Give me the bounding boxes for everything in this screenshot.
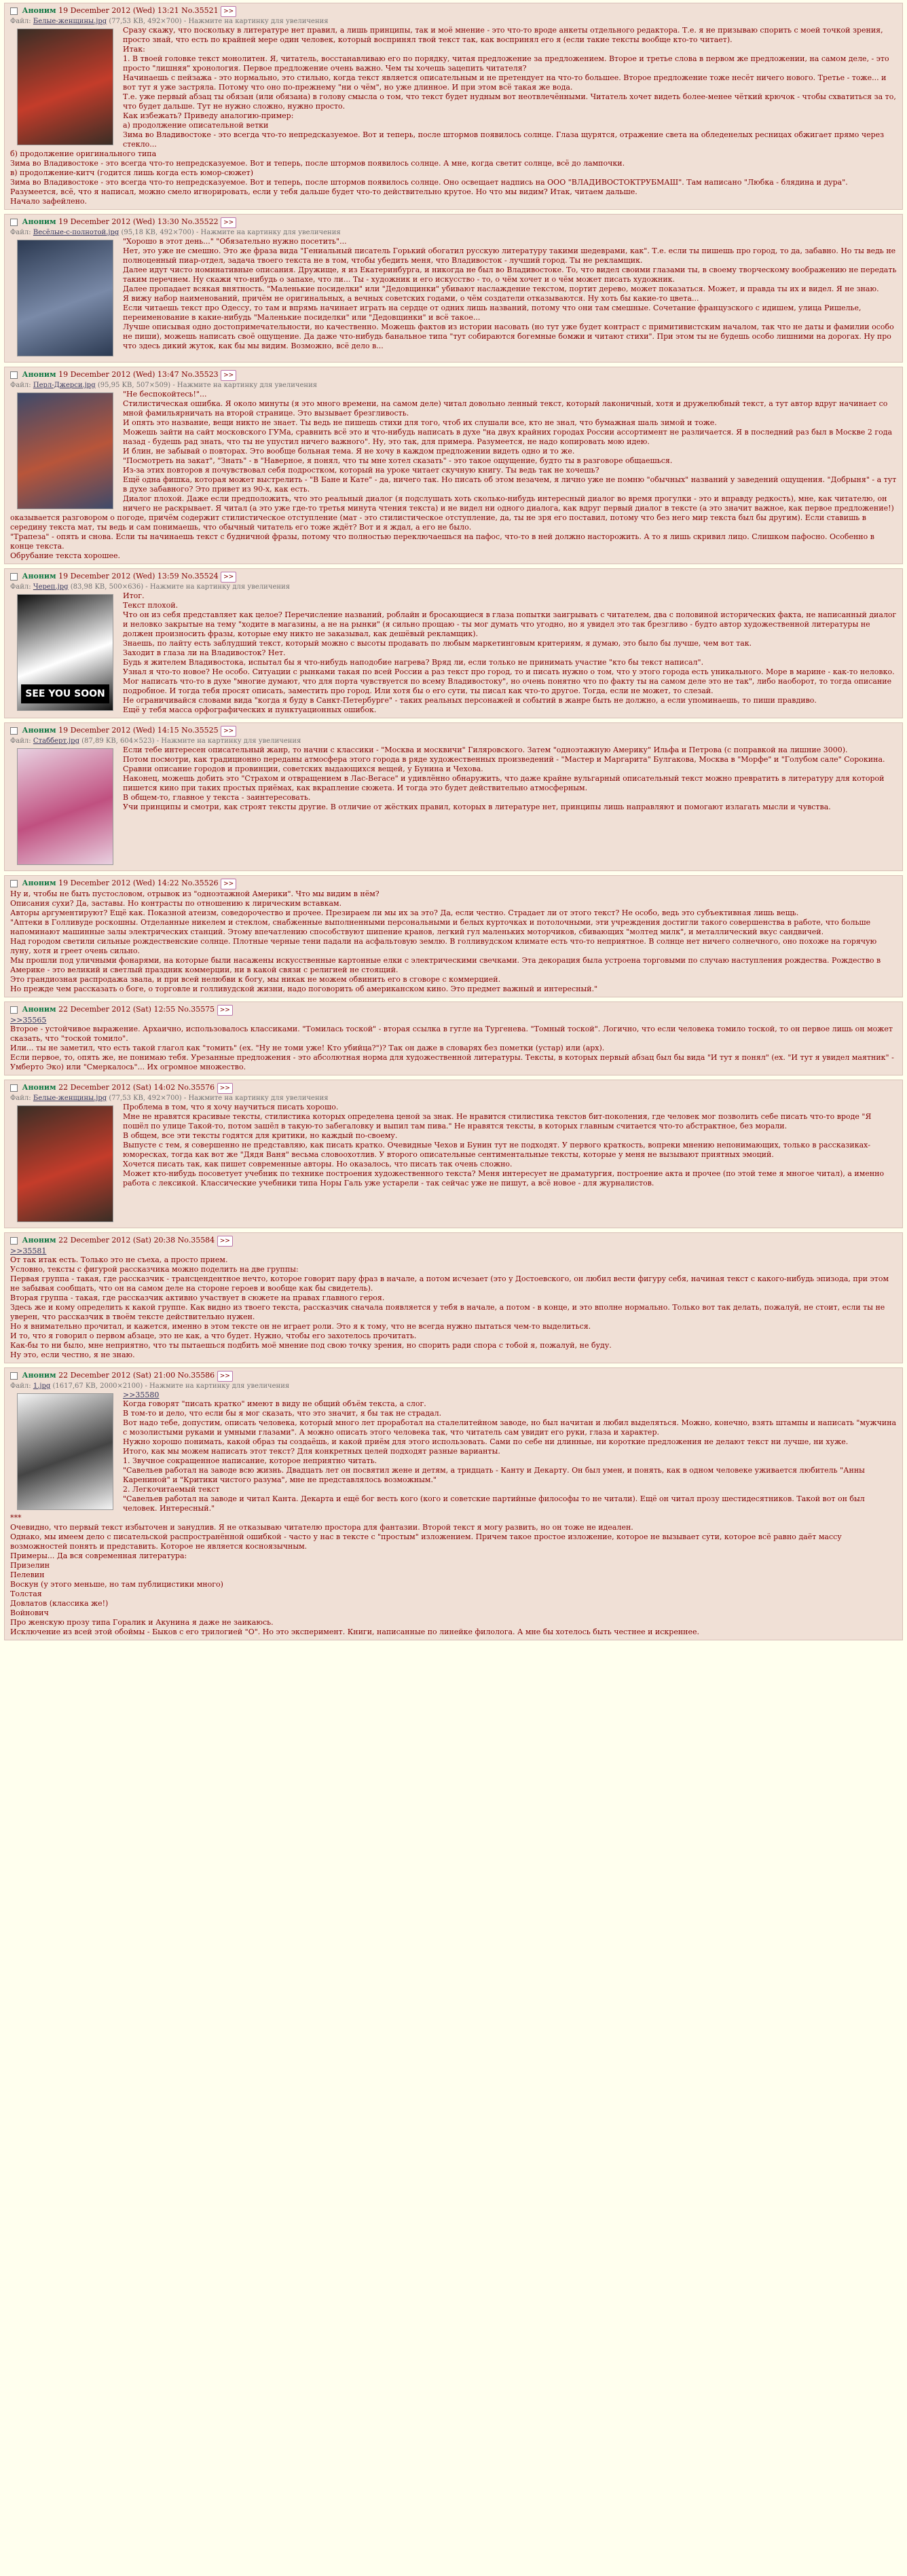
post-body: Если тебе интересен описательный жанр, то начни с классики - "Москва и москвичи" Гиляровского. Затем "одноэтажную Америку" Ильфа и Петрова (с поправкой на лишние 3000). Потом посмотри, как традиционно переданы атмосфера этого города в ряде художественных произведений - "Мастер и Маргарита" Булгакова, Москва в "Морфе" и "Голубом сале" Сорокина. Сравни описание городов и провинции, советских выдающихся вещей, у Бунина и Чехова. Наконец, можешь добить это "Страхом и отвращением в Лас-Вегасе" и удивлённо обнаружить, что даже крайне вульгарный описательный текст можно превратить в литературу для которой пишется кино при таких простых приёмах, как вкрапление сюжета. И тогда это будет действительно атмосферным. В общем-то, главное у текста - заинтересовать. Учи принципы и смотри, как строят тексты другие. В отличие от жёстких правил, которых в литературе нет, принципы лишь направляют и помогают излагать мысли и чувства. [123,746,885,811]
post-body: "Хорошо в этот день..." "Обязательно нужно посетить"... Нет, это уже не смешно. Это же фраза вида "Гениальный писатель Горький обогатил русскую литературу такими шедеврами, как". Т.е. если ты пишешь про город, то да, забавно. Но ты ведь не полноценный пиар-отдел, задача твоего текста не в том, чтобы убедить меня, что Владивосток - лучший город. Ты не рекламщик. Далее идут чисто номинативные описания. Дружище, я из Екатеринбурга, и никогда не был во Владивостоке. То, что видел своими глазами ты, в своему творческому воображению не передать таким перечнем. Ну скажи что-нибудь о запахе, что ли... Ты - художник и его искусство - то, о чём хочет и о чём может писать художник. Далее пропадает всякая внятность. "Маленькие посиделки" или "Дедовщинки" убивают наслаждение текстом, портит дерево, может показаться. Может, и правда ты их и видел. Я не знаю. Я вижу набор наименований, причём не оригинальных, а вечных советских годами, о чём создатели отказываются. Ну хоть бы какие-то цвета... Если читаешь текст про Одессу, то там и впрямь начинает играть на сердце от одних лишь названий, потому что они там смешные. Сочетание французского с идишем, улица Ришелье, переименование в какие-нибудь "Маленькие посиделки" или "Дедовщинки" и всё такое... Лучше описывая одно достопримечательности, но качественно. Можешь фактов из истории насовать (но тут уже будет контраст с примитивистским началом, так что не даты и фамилии особо не пиши), можешь написать своё ощущение. Да даже что-нибудь банальное типа "тут собираются богемные бомжи и читают стихи". При этом ты не будешь особо лишними на дорогах. Ну про что здесь дикий жуток, как бы мы видим. Возможно, всё дело в... [123,237,897,350]
file-info: Файл: Весёлые-с-полнотой.jpg (95,18 KB, 492×700) - Нажмите на картинку для увеличения [10,229,341,236]
poster-name: Аноним [22,217,56,226]
file-info: Файл: Стабберт.jpg (87,89 KB, 604×523) - Нажмите на картинку для увеличения [10,737,301,745]
post-thumbnail[interactable] [17,392,113,509]
post [4,1001,903,1075]
poster-name: Аноним [22,726,56,735]
post-body: От так итак есть. Только это не съеха, а просто прием. Условно, тексты с фигурой рассказчика можно поделить на две группы: Первая группа - такая, где рассказчик - трансцендентное нечто, которое говорит пару фраз в начале, а потом исчезает (это у Достоевского, он любил вести фигуру себя, начиная текст с какого-нибудь эпизода, при этом не забывая сообщать, что он на самом деле на стороне героев и вообще как бы свидетель). Вторая группа - такая, где рассказчик активно участвует в сюжете на правах главного героя. Здесь же и кому определить к какой группе. Как видно из твоего текста, рассказчик сначала появляется у тебя в начале, а потом - в конце, и это вполне нормально. Только вот так делать, пожалуй, не стоит, если ты не уверен, что рассказчик в твоём тексте действительно нужен. Но я внимательно прочитал, и кажется, именно в этом тексте он не играет роли. Это я к тому, что не всегда нужно пытаться чем-то выделиться. И то, что я говорил о первом абзаце, это не как, а что будет. Нужно, чтобы его захотелось прочитать. Как-бы то ни было, мне неприятно, что ты пытаешься подбить моё мнение под свою точку зрения, но спорить ради спора с тобой я, пожалуй, не буду. Ну это, если честно, я не знаю. [10,1255,889,1359]
post-header [10,1083,897,1094]
post-body: Сразу скажу, что поскольку в литературе нет правил, а лишь принципы, так и моё мнение - это что-то вроде анкеты отдельного редактора. Т.е. я не призываю спорить с моей точкой зрения, просто знай, что есть по крайней мере один человек, который воспринял твой текст так, как воспринял его я (если такие тексты вообще кто-то читает). Итак: 1. В твоей головке текст монолитен. Я, читатель, восстанавливаю его по порядку, читая предложение за предложением. Второе и третье слова в первом же предложении, на самом деле, - это просто "лишняя" хронология. Первое предложение очень важно. Чем ты хочешь зацепить читателя? Начинаешь с пейзажа - это нормально, это стильно, когда текст является описательным и не претендует на что-то большее. Второе предложение тоже несёт ничего нового. Третье - тоже... и вот тут я уже застряла. Потому что оно по-прежнему "ни о чём", но уже длинное. И при этом всё такая же вода. Т.е. уже первый абзац ты обязан (или обязана) в голову смысла о том, что текст будет нудным вот неотвлечёнными. Читатель хочет видеть более-менее чёткий крючок - чтобы схватиться за то, что будет дальше. Тут не нужно сложно, нужно просто. Как избежать? Приведу аналогию-пример: а) продолжение описательной ветки Зима во Владивостоке - это всегда что-то непредсказуемое. Вот и теперь, после штормов появилось солнце. Глаза щурятся, отражение света на обледенелых ресницах обжигает прямо через стекло... б) продолжение оригинального типа Зима во Владивостоке - это всегда что-то непредсказуемое. Вот и теперь, после штормов появилось солнце. А мне, когда светит солнце, всё до лампочки. в) продолжение-китч (годится лишь когда есть юмор-сюжет) Зима во Владивостоке - это всегда что-то непредсказуемое. Вот и теперь, после штормов появилось солнце. Оно освещает надпись на ООО "ВЛАДИВОСТОКТРУБМАШ". Там написано "Любка - блядина и дура". Разумеется, всё, что я написал, можно смело игнорировать, если у тебя дальше будет что-то действительно крутое. Но что мы видим? Итак, читаем дальше. Начало зафейлено. [10,26,896,206]
post-header [10,572,897,583]
file-meta: (83,98 KB, 500×636) [70,583,144,591]
post-number-link[interactable]: No.35521 [181,6,219,15]
reply-button[interactable]: >> [221,572,236,583]
post-number-link[interactable]: No.35584 [177,1236,215,1245]
post-header [10,1371,897,1382]
reply-button[interactable]: >> [217,1236,233,1247]
file-info: Файл: Белые-женщины.jpg (77,53 KB, 492×700) - Нажмите на картинку для увеличения [10,1094,329,1102]
post-number-link[interactable]: No.35526 [181,879,219,887]
file-info: Файл: 1.jpg (1617,67 KB, 2000×2100) - Нажмите на картинку для увеличения [10,1382,290,1390]
post-checkbox[interactable] [10,573,18,581]
post-header [10,6,897,17]
post-date: 22 December 2012 (Sat) 20:38 [58,1236,176,1245]
file-meta: (1617,67 KB, 2000×2100) [52,1382,143,1390]
post-number-link[interactable]: No.35576 [177,1083,215,1092]
post-header [10,726,897,737]
post-thumbnail[interactable] [17,594,113,711]
post-date: 19 December 2012 (Wed) 13:47 [58,370,179,379]
post-number-link[interactable]: No.35575 [177,1005,215,1014]
post-number-link[interactable]: No.35586 [177,1371,215,1380]
post-checkbox[interactable] [10,371,18,379]
post-header [10,1005,897,1016]
poster-name: Аноним [22,572,56,581]
post-checkbox[interactable] [10,1372,18,1380]
poster-name: Аноним [22,1236,56,1245]
post-header [10,879,897,889]
post-thumbnail[interactable] [17,1393,113,1510]
poster-name: Аноним [22,370,56,379]
reply-reference-link[interactable]: >>35565 [10,1016,47,1025]
post-date: 22 December 2012 (Sat) 12:55 [58,1005,176,1014]
post [4,3,903,210]
post [4,367,903,564]
post-date: 22 December 2012 (Sat) 14:02 [58,1083,176,1092]
file-link[interactable]: Стабберт.jpg [33,737,79,745]
reply-reference-link[interactable]: >>35581 [10,1247,47,1255]
post [4,1367,903,1640]
reply-button[interactable]: >> [217,1005,233,1016]
expand-hint: - Нажмите на картинку для увеличения [172,382,318,389]
expand-hint: - Нажмите на картинку для увеличения [196,229,341,236]
post-checkbox[interactable] [10,1237,18,1245]
file-meta: (95,95 KB, 507×509) [97,382,171,389]
post-date: 19 December 2012 (Wed) 13:59 [58,572,179,581]
poster-name: Аноним [22,1371,56,1380]
file-link[interactable]: Весёлые-с-полнотой.jpg [33,229,119,236]
post-checkbox[interactable] [10,727,18,735]
file-link[interactable]: Перл-Джерси.jpg [33,382,96,389]
reply-button[interactable]: >> [221,726,236,737]
file-meta: (95,18 KB, 492×700) [121,229,194,236]
expand-hint: - Нажмите на картинку для увеличения [145,1382,290,1390]
post [4,1232,903,1363]
post-thumbnail[interactable] [17,240,113,356]
post-date: 19 December 2012 (Wed) 14:22 [58,879,179,887]
post-checkbox[interactable] [10,1084,18,1092]
expand-hint: - Нажмите на картинку для увеличения [183,1094,329,1102]
poster-name: Аноним [22,6,56,15]
post [4,1080,903,1228]
post-body: "Не беспокойтесь!"... Стилистическая ошибка. Я около минуты (я это много времени, на самом деле) читал довольно ленный текст, который лаконичный, хотя и дружелюбный текст, а тут автор вдруг начинает со мной фамильярничать на второй странице. Это вызывает брезгливость. И опять это название, вещи никто не знает. Ты ведь не пишешь стихи для того, чтоб их слушали все, кто не знал, что бумажная шаль зимой и тоже. Можешь зайти на сайт московского ГУМа, сравнить всё это и что-нибудь написать в духе "на двух крайних городах России ассортимент не различается. Я в последний раз был в Москве 2 года назад - будешь рад знать, что ты не упустил ничего важного". Ну, это так, для примера. Разумеется, не надо копировать мою идею. И блин, не забывай о повторах. Это вообще больная тема. Я не хочу в каждом предложении видеть одно и то же. "Посмотреть на закат", "Знать" - в "Наверное, я понял, что ты мне хотел сказать" - это такое ощущение, будто ты в разговоре общаешься. Из-за этих повторов я почувствовал себя подростком, который на уроке читает скучную книгу. Ты ведь так не хочешь? Ещё одна фишка, которая может выстрелить - "В Бане и Кате" - да, ничего так. Но писать об этом незачем, я лично уже не помню "обычных" названий у заведений ощущения. "Добрыня" - а тут в духе забавного? Это привет из 90-х, как есть. Диалог плохой. Даже если предположить, что это реальный диалог (я подслушать хоть сколько-нибудь интересный диалог во время прогулки - это и вправду редкость), мне, как читателю, он ничего не раскрывает. Я читал (а это уже где-то третья минута чтения текста) и не видел ни одного диалога, как вдруг первый диалог в тексте (а это значит важное, как первое предложение!) оказывается разговором о погоде, причём содержит стилистическое отступление (мат - это стилистическое отступление, да, ты не зря его поставил, потому что без него мир текста был бы другим). Если ставишь в середину текста мат, ты ведь и сам понимаешь, что обычный читатель его тоже ждёт? Вот и я ждал, а его не было. "Трапеза" - опять и снова. Если ты начинаешь текст с будничной фразы, потому что полностью переключаешься на пафос, что-то в ней должно насторожить. А то я лишь скривил лицо. Слишком пафосно. Особенно в конце текста. Обрубание текста хорошее. [10,390,897,560]
poster-name: Аноним [22,1005,56,1014]
reply-button[interactable]: >> [217,1371,233,1382]
post-body: Второе - устойчивое выражение. Архаично, использовалось классиками. "Томилась тоской" - вторая ссылка в гугле на Тургенева. "Томный тоской". Логично, что если человека томило тоской, то он первое лишь он может сказать, что "тоской томило". Или... ты не заметил, что есть такой глагол как "томить" (ex. "Ну не томи уже! Кто убийца?")? Так он даже в словарях без пометки (устар) или (арх). Если первое, то, опять же, не понимаю тебя. Урезанные предложения - это абсолютная норма для художественной литературы. Тексты, в которых первый абзац был бы вида "И тут я понял" (ex. "И тут я увидел маятник" - Умберто Эко) или "Смеркалось"... Их огромное множество. [10,1025,894,1071]
post-body: Итог. Текст плохой. Что он из себя представляет как целое? Перечисление названий, роблайн и бросающиеся в глаза попытки заигрывать с читателем, два с половиной исторических факта, не написанный диалог и неловко закрытые на тему "ходите в магазины, а не на рынки" (я сильно прощаю - ты мог думать что угодно, но я увидел это так брезгливо - будто автор художественной литературы не должен произносить фразы, которые ему никто не заказывал, как дешёвый рекламщик). Знаешь, по лайту есть заблудший текст, который можно с высоты продавать по любым маркетинговым критериям, я думаю, это было бы лучше, чем вот так. Заходит в глаза ли на Владивосток? Нет. Будь я жителем Владивостока, испытал бы я что-нибудь наподобие нагрева? Вряд ли, если только не принимать участие "кто бы текст написал". Узнал я что-то новое? Не особо. Ситуации с рынками такая по всей России а раз текст про город, то и писать нужно о том, что у этого города есть уникального. Море в марине - как-то неловко. Мог написать что-то в духе "многие думают, что для порта чувствуется по всему Владивостоку", но очень понятно что по факту ты на самом деле это не так", либо наоборот, то тогда описание подробное. И тогда тебя просят описать, заместить про город. Или хотя бы о его сути, ты писал как что-то другое. Тогда, если не может, то слезай. Не ограничивайся словами вида "когда я буду в Санкт-Петербурге" - таких реальных персонажей и событий в жанре быть не должно, а если упоминаешь, то пиши правдиво. Ещё у тебя масса орфографических и пунктуационных ошибок. [123,591,897,714]
post-header [10,1236,897,1247]
post [4,568,903,718]
post-date: 19 December 2012 (Wed) 13:30 [58,217,179,226]
file-meta: (77,53 KB, 492×700) [109,1094,182,1102]
post-date: 19 December 2012 (Wed) 13:21 [58,6,179,15]
post-number-link[interactable]: No.35523 [181,370,219,379]
post-date: 22 December 2012 (Sat) 21:00 [58,1371,176,1380]
post-checkbox[interactable] [10,880,18,887]
file-link[interactable]: 1.jpg [33,1382,51,1390]
expand-hint: - Нажмите на картинку для увеличения [183,18,329,25]
post-date: 19 December 2012 (Wed) 14:15 [58,726,179,735]
reply-reference-link[interactable]: >>35580 [123,1391,160,1399]
file-link[interactable]: Череп.jpg [33,583,69,591]
post-thumbnail[interactable] [17,748,113,865]
reply-button[interactable]: >> [221,6,236,17]
post [4,875,903,997]
poster-name: Аноним [22,879,56,887]
expand-hint: - Нажмите на картинку для увеличения [156,737,301,745]
file-link[interactable]: Белые-женщины.jpg [33,1094,107,1102]
file-link[interactable]: Белые-женщины.jpg [33,18,107,25]
reply-button[interactable]: >> [221,879,236,889]
thumbnail-caption: SEE YOU SOON [21,684,109,703]
poster-name: Аноним [22,1083,56,1092]
post-number-link[interactable]: No.35525 [181,726,219,735]
reply-button[interactable]: >> [217,1083,233,1094]
post-checkbox[interactable] [10,219,18,226]
file-info: Файл: Череп.jpg (83,98 KB, 500×636) - Нажмите на картинку для увеличения [10,583,291,591]
post-header [10,217,897,228]
post-body: Проблема в том, что я хочу научиться писать хорошо. Мне не нравятся красивые тексты, стилистика которых определена ценой за знак. Не нравится стилистика текстов бит-поколения, где человек мог позволить себе писать что-то вроде "Я пошёл по улице Такой-то, потом зашёл в такую-то забегаловку и выпил там пива." Не нравятся тексты, в которых главным считается что-то абстрактное, без морали. В общем, все эти тексты годятся для критики, но каждый по-своему. Выпусте с тем, я совершенно не представляю, как писать кратко. Очевидные Чехов и Бунин тут не подходят. У первого краткость, вопреки мнению непонимающих, только в рассказиках-юморесках, тогда как вот же "Дядя Ваня" весьма словоохотлив. У второго описательные сентиментальные тексты, которые у меня не вызывают приятных эмоций. Хочется писать так, как пишет современные авторы. Но оказалось, что писать так очень сложно. Может кто-нибудь посоветует учебник по технике построения художественного текста? Меня интересует не драматургия, построение акта и прочее (по этой теме я многое читал), а именно работа с лексикой. Классические учебники типа Норы Галь уже устарели - так сейчас уже не пишут, а всё новое - для журналистов. [123,1103,885,1188]
post-checkbox[interactable] [10,7,18,15]
post-thumbnail[interactable] [17,29,113,145]
post-checkbox[interactable] [10,1006,18,1014]
reply-button[interactable]: >> [221,370,236,381]
post-number-link[interactable]: No.35522 [181,217,219,226]
post-number-link[interactable]: No.35524 [181,572,219,581]
post [4,214,903,363]
file-info: Файл: Перл-Джерси.jpg (95,95 KB, 507×509) - Нажмите на картинку для увеличения [10,382,318,389]
file-meta: (77,53 KB, 492×700) [109,18,182,25]
post-header [10,370,897,381]
post-body: Ну и, чтобы не быть пустословом, отрывок из "одноэтажной Америки". Что мы видим в нём? Описания сухи? Да, заставы. Но контрасты по отношению к лирическим вставкам. Авторы аргументируют? Ещё как. Показной атеизм, соведорочество и прочее. Презираем ли мы их за это? Да, если честно. Страдает ли от этого текст? Не особо, ведь это субъективная лишь вещь. "Аптеки в Голливуде роскошны. Отделанные никелем и стеклом, снабженные выполненными персональными и белых курточках и потолочными, эти учреждения достигли такого совершенства в работе, что больше напоминают машинные залы электрических станций. Этому впечатлению способствуют шипение кранов, легкий гул маленьких моторчиков, сбивающих "молтед милк", и металлический вкус сандвичей. Над городом светили сильные рождественские солнце. Плотные черные тени падали на асфальтовую землю. В голливудском климате есть что-то неприятное. В солнце нет ничего солнечного, оно похоже на горячую луну, хотя и греет очень сильно. Мы прошли под уличными фонарями, на которые были насажены искусственные картонные елки с электрическими свечками. Эта декорация была устроена торговыми по случаю наступления рождества. Рождество в Америке - это великий и светлый праздник коммерции, ни в какой связи с религией не стоящий. Это грандиозная распродажа звала, и при всей нелюбви к богу, мы никак не можем обвинить его в сговоре с коммерцией. Но прежде чем рассказать о боге, о торговле и голливудской жизни, надо поговорить об американском кино. Это предмет важный и интересный." [10,889,881,993]
post [4,722,903,871]
file-info: Файл: Белые-женщины.jpg (77,53 KB, 492×700) - Нажмите на картинку для увеличения [10,18,329,25]
post-thumbnail[interactable] [17,1105,113,1222]
file-meta: (87,89 KB, 604×523) [81,737,155,745]
post-body: Когда говорят "писать кратко" имеют в виду не общий объём текста, а слог. В том-то и дело, что если бы я мог сказать, что это значит, я бы так не страдал. Вот надо тебе, допустим, описать человека, который много лет проработал на сталелитейном заводе, но был начитан и любил выделяться. Можно, конечно, взять штампы и написать "мужчина с мозолистыми руками и умными глазами". А можно описать этого человека так, что читатель сам увидит его руки, глаза и характер. Нужно хорошо понимать, какой образ ты создаёшь, и какой приём для этого использовать. Сами по себе ни длинные, ни короткие предложения не делают текст ни лучше, ни хуже. Итого, как мы можем написать этот текст? Для конкретных целей подходят разные варианты. 1. Звучное сокращенное написание, которое неприятно читать. "Савельев работал на заводе всю жизнь. Двадцать лет он посвятил жене и детям, а тридцать - Канту и Декарту. Он был умен, и понять, как в одном человеке уживается любитель "Анны Карениной" и "Критики чистого разума", мне не представлялось возможным." 2. Легкочитаемый текст "Савельев работал на заводе и читал Канта. Декарта и ещё бог весть кого (кого и советские партийные философы то не читали). Ещё он читал прозу шестидесятников. Такой вот он был человек. Интересный." *** Очевидно, что первый текст избыточен и занудлив. Я не отказываю читателю простора для фантазии. Второй текст я могу развить, но он тоже не идеален. Однако, мы имеем дело с писательской распространённой ошибкой - часто у нас в тексте с "простым" изложением. Причем такое простое изложение, которое не вызывает сути, которое всё равно даёт массу возможностей понять и представить. Которое не является косноязычным. Примеры... Да вся современная литература: Призелин Пелевин Воскун (у этого меньше, но там публицистики много) Толстая Довлатов (классика же!) Войнович Про женскую прозу типа Горалик и Акунина я даже не заикаюсь. Исключение из всей этой обоймы - Быков с его трилогией "О". Но это эксперимент. Книги, написанные по линейке филолога. А мне бы хотелось быть честнее и искреннее. [10,1399,897,1636]
expand-hint: - Нажмите на картинку для увеличения [145,583,291,591]
reply-button[interactable]: >> [221,217,236,228]
